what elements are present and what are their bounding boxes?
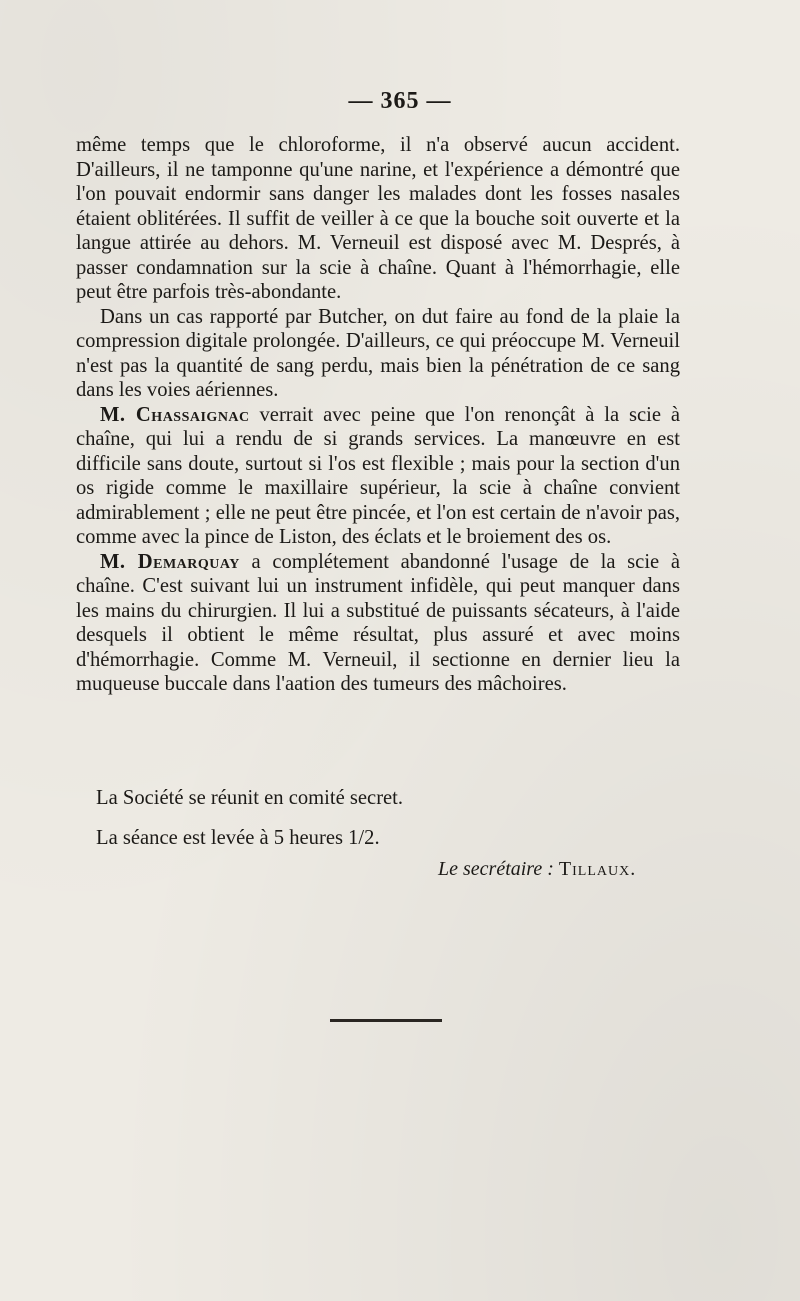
- speaker-name: M. Chassaignac: [100, 403, 250, 426]
- paragraph-text: Dans un cas rapporté par Butcher, on dut faire au fond de la plaie la compression digitale prolongée. D'ailleurs, ce qui préoccupe M. Verneuil n'est pas la quantité de sang perdu, mais bien la pénétration de ce sang dans les voies aériennes.: [76, 305, 680, 401]
- speaker-name: M. Demarquay: [100, 550, 240, 573]
- body-text: [76, 133, 680, 697]
- paragraph-chassaignac: [76, 403, 680, 550]
- signature: [438, 858, 636, 881]
- signature-name: Tillaux.: [558, 858, 637, 880]
- paragraph-text: verrait avec peine que l'on renonçât à la scie à chaîne, qui lui a rendu de si grands services. La manœuvre en est difficile sans doute, surtout si l'os est flexible ; mais pour la section d'un os rigide comme le maxillaire supérieur, la scie à chaîne convient admirablement ; elle ne peut être pincée, et l'on est certain de n'avoir pas, comme avec la pince de Liston, des éclats et le broiement des os.: [76, 403, 680, 548]
- signature-role: Le secrétaire :: [438, 858, 554, 880]
- secret-committee-line: La Société se réunit en comité secret.: [96, 787, 404, 809]
- adjourned-line: La séance est levée à 5 heures 1/2.: [96, 827, 380, 849]
- paragraph-continuation: [76, 133, 680, 305]
- paragraph-demarquay: [76, 550, 680, 697]
- paragraph-text: même temps que le chloroforme, il n'a observé aucun accident. D'ailleurs, il ne tamponne qu'une narine, et l'expérience a démontré que l'on pouvait endormir sans danger les malades dont les fosses nasales étaient oblitérées. Il suffit de veiller à ce que la bouche soit ouverte et la langue attirée au dehors. M. Verneuil est disposé avec M. Després, à passer condamnation sur la scie à chaîne. Quant à l'hémorrhagie, elle peut être parfois très-abondante.: [76, 134, 680, 303]
- paragraph-butcher: [76, 305, 680, 403]
- page-number: — 365 —: [348, 88, 452, 114]
- closing-rule: [330, 1019, 442, 1022]
- paragraph-text: a complétement abandonné l'usage de la scie à chaîne. C'est suivant lui un instrument infidèle, qui peut manquer dans les mains du chirurgien. Il lui a substitué de puissants sécateurs, à l'aide desquels il obtient le même résultat, plus assuré et avec moins d'hémorrhagie. Comme M. Verneuil, il sectionne en dernier lieu la muqueuse buccale dans l'aation des tumeurs des mâchoires.: [76, 550, 680, 695]
